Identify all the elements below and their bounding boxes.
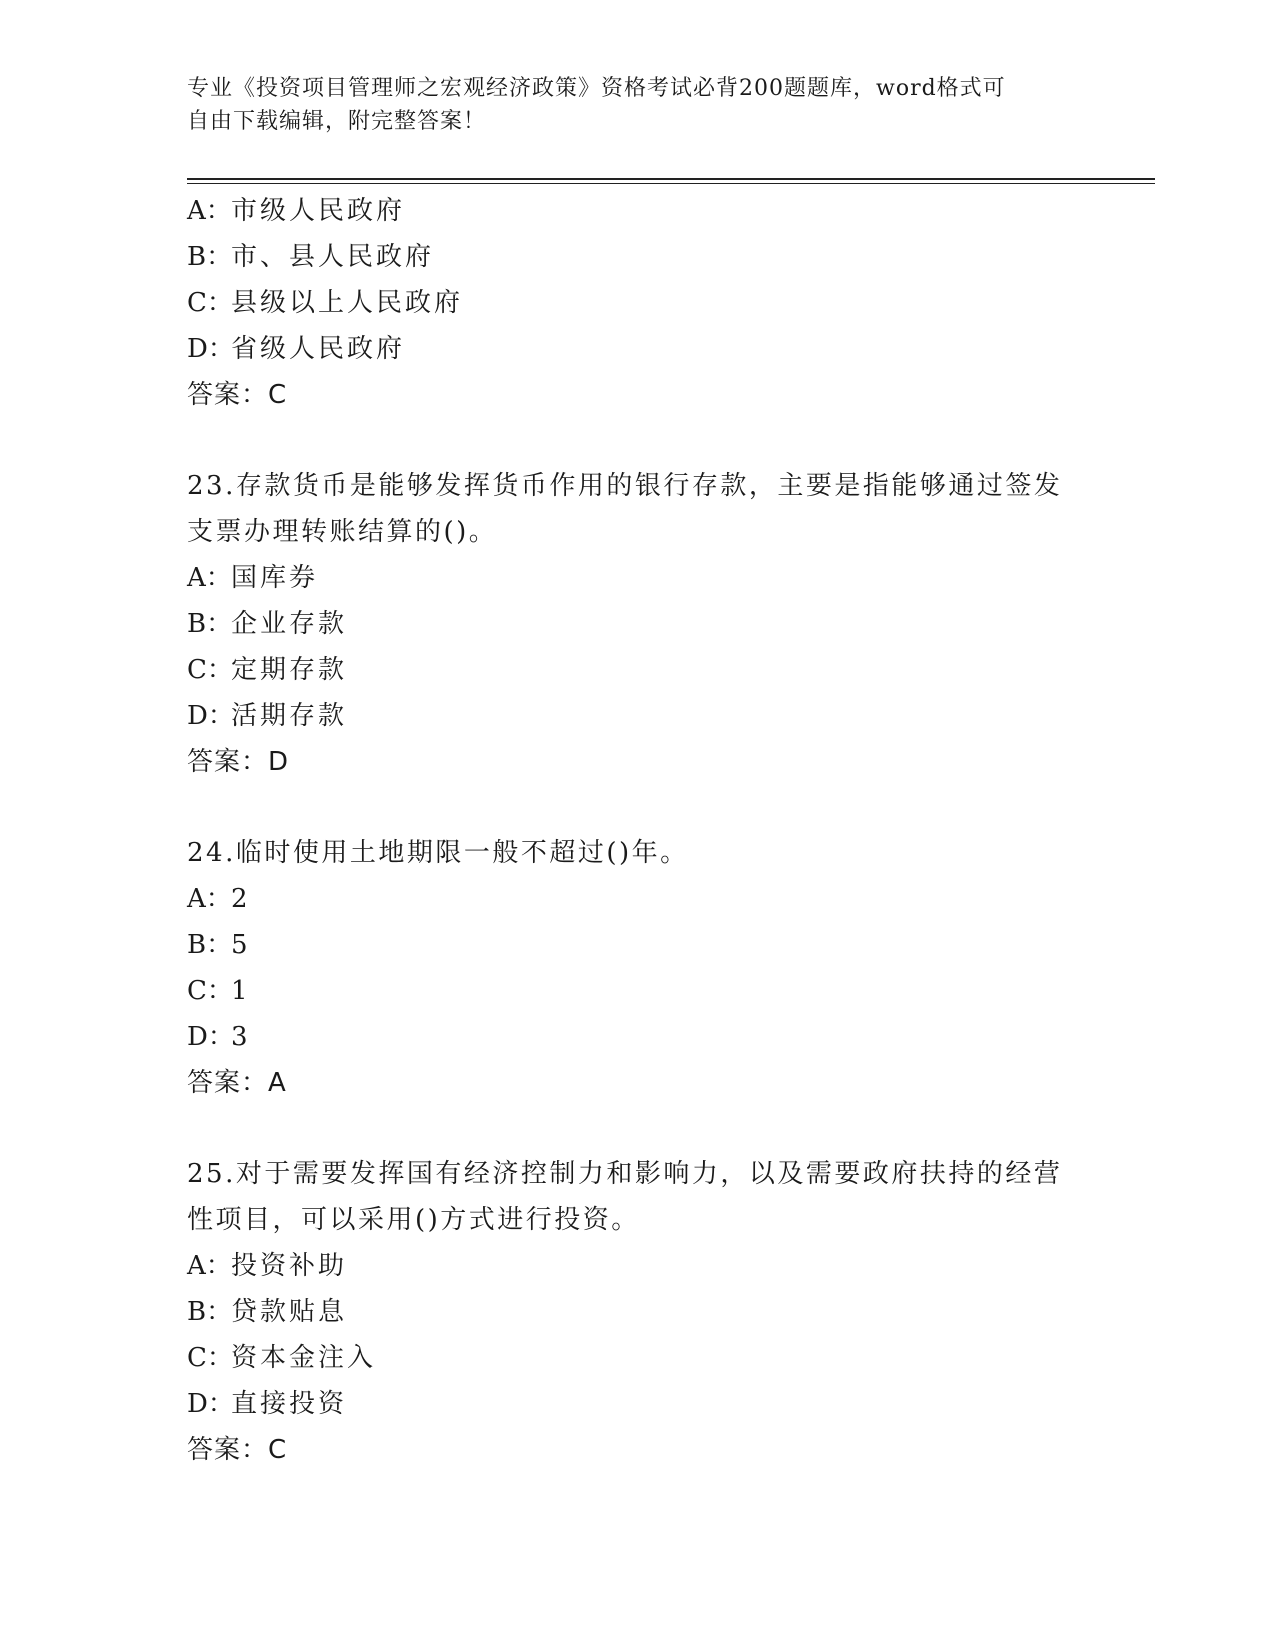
option-c xyxy=(187,280,1087,326)
option-key: A： xyxy=(187,884,232,914)
option-a xyxy=(187,188,1087,234)
option-text: 国库券 xyxy=(231,563,319,593)
option-c xyxy=(187,968,1087,1014)
question-stem-line-2: 支票办理转账结算的()。 xyxy=(187,517,498,547)
header-divider xyxy=(187,178,1155,184)
question-list xyxy=(187,188,1087,1473)
answer: 答案：D xyxy=(187,747,290,777)
option-key: C： xyxy=(187,1343,233,1373)
option-d xyxy=(187,693,1087,739)
option-text: 资本金注入 xyxy=(231,1343,377,1373)
option-d xyxy=(187,1014,1087,1060)
question-22-continued xyxy=(187,188,1087,418)
option-text: 定期存款 xyxy=(231,655,348,685)
option-key: D： xyxy=(187,334,234,364)
header-title-line-1: 专业《投资项目管理师之宏观经济政策》资格考试必背200题题库，word格式可 xyxy=(187,76,1006,101)
option-text: 企业存款 xyxy=(231,609,348,639)
option-text: 直接投资 xyxy=(231,1389,348,1419)
question-23 xyxy=(187,463,1087,785)
option-key: B： xyxy=(187,609,233,639)
option-key: B： xyxy=(187,242,233,272)
option-key: B： xyxy=(187,930,233,960)
option-key: D： xyxy=(187,1022,234,1052)
option-text: 县级以上人民政府 xyxy=(231,288,464,318)
option-a xyxy=(187,1243,1087,1289)
option-b xyxy=(187,601,1087,647)
question-stem-line-2: 性项目，可以采用()方式进行投资。 xyxy=(187,1205,640,1235)
option-key: C： xyxy=(187,976,233,1006)
option-key: A： xyxy=(187,1251,232,1281)
option-key: D： xyxy=(187,1389,234,1419)
question-stem-line-1: 25.对于需要发挥国有经济控制力和影响力，以及需要政府扶持的经营 xyxy=(187,1159,1063,1189)
option-text: 2 xyxy=(231,884,251,914)
option-text: 1 xyxy=(231,976,251,1006)
option-c xyxy=(187,647,1087,693)
option-key: A： xyxy=(187,196,232,226)
question-24 xyxy=(187,830,1087,1106)
option-d xyxy=(187,1381,1087,1427)
option-key: A： xyxy=(187,563,232,593)
option-text: 市级人民政府 xyxy=(231,196,406,226)
answer: 答案：A xyxy=(187,1068,287,1098)
question-stem xyxy=(187,463,1087,555)
option-text: 3 xyxy=(231,1022,251,1052)
spacer xyxy=(187,418,1087,463)
question-25 xyxy=(187,1151,1087,1473)
option-b xyxy=(187,922,1087,968)
option-text: 市、县人民政府 xyxy=(231,242,435,272)
spacer xyxy=(187,785,1087,830)
question-stem-line-1: 24.临时使用土地期限一般不超过()年。 xyxy=(187,838,689,868)
answer: 答案：C xyxy=(187,380,288,410)
question-stem xyxy=(187,830,1087,876)
document-header xyxy=(187,72,1067,138)
option-b xyxy=(187,234,1087,280)
question-stem xyxy=(187,1151,1087,1243)
answer: 答案：C xyxy=(187,1435,288,1465)
option-key: C： xyxy=(187,655,233,685)
option-text: 省级人民政府 xyxy=(231,334,406,364)
option-key: D： xyxy=(187,701,234,731)
option-text: 投资补助 xyxy=(231,1251,348,1281)
option-text: 5 xyxy=(231,930,251,960)
option-b xyxy=(187,1289,1087,1335)
option-a xyxy=(187,876,1087,922)
option-key: B： xyxy=(187,1297,233,1327)
option-text: 活期存款 xyxy=(231,701,348,731)
option-a xyxy=(187,555,1087,601)
option-text: 贷款贴息 xyxy=(231,1297,348,1327)
question-stem-line-1: 23.存款货币是能够发挥货币作用的银行存款，主要是指能够通过签发 xyxy=(187,471,1063,501)
option-d xyxy=(187,326,1087,372)
header-title-line-2: 自由下载编辑，附完整答案！ xyxy=(187,109,487,134)
option-key: C： xyxy=(187,288,233,318)
spacer xyxy=(187,1106,1087,1151)
option-c xyxy=(187,1335,1087,1381)
